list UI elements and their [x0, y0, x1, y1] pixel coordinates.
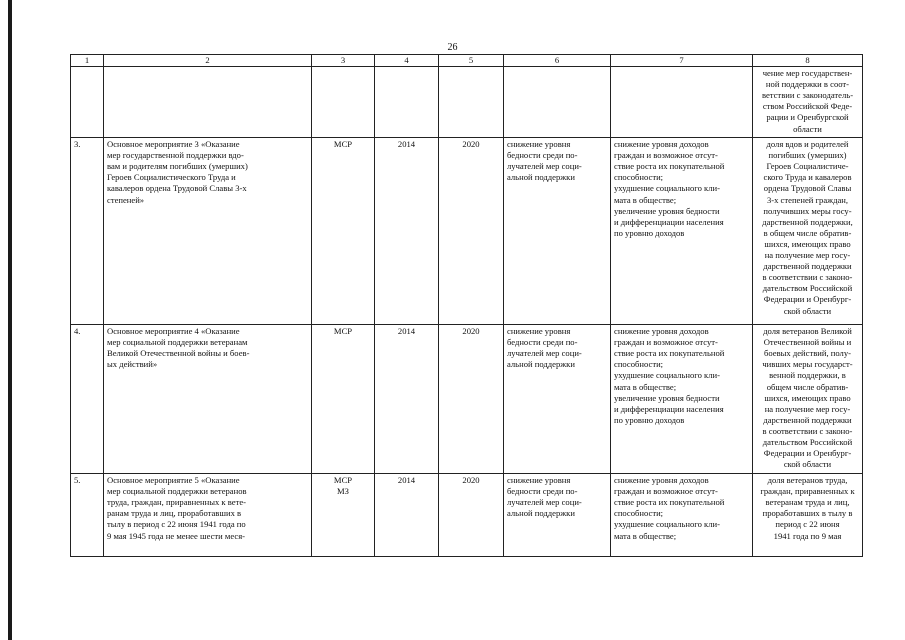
end-year-cell: 2020: [439, 474, 504, 557]
cell-line: снижение уровня доходов: [614, 326, 709, 337]
cell-line: рации и Оренбургской: [766, 112, 849, 123]
end-year-cell: 2020: [439, 138, 504, 325]
cell-line: на получение мер госу-: [764, 403, 851, 414]
cell-line: ухудшение социального кли-: [614, 519, 720, 530]
cell-line: доля вдов и родителей: [766, 139, 849, 150]
cell-line: увеличение уровня бедности: [614, 205, 720, 216]
cell-line: ством Российской Феде-: [762, 101, 853, 112]
activity-cell: [104, 138, 312, 325]
cell-line: ых действий»: [107, 359, 158, 370]
start-year-cell: [375, 67, 439, 138]
cell-line: ордена Трудовой Славы: [763, 183, 852, 194]
header-col-4: 4: [375, 55, 439, 67]
cell-line: увеличение уровня бедности: [614, 392, 720, 403]
cell-line: ветеранам труда и лиц,: [765, 497, 850, 508]
table-row: [71, 474, 863, 557]
cell-line: вам и родителям погибших (умерших): [107, 161, 248, 172]
header-col-3: 3: [312, 55, 375, 67]
row-number: 3.: [71, 138, 104, 325]
start-year-cell: 2014: [375, 474, 439, 557]
consequences-cell: [611, 67, 753, 138]
header-col-1: 1: [71, 55, 104, 67]
table-body: [71, 67, 863, 557]
cell-line: в соответствии с законо-: [762, 272, 853, 283]
indicator-cell: [753, 474, 863, 557]
table-row: [71, 67, 863, 138]
consequences-cell: [611, 138, 753, 325]
cell-line: Героев Социалистического Труда и: [107, 172, 236, 183]
cell-line: бедности среди по-: [507, 486, 578, 497]
cell-line: граждан, приравненных к: [760, 486, 855, 497]
cell-line: общем числе обратив-: [766, 381, 849, 392]
cell-line: лучателей мер соци-: [507, 161, 582, 172]
cell-line: ской области: [783, 305, 832, 316]
cell-line: мер социальной поддержки ветеранам: [107, 337, 248, 348]
executor-cell: [312, 138, 375, 325]
cell-line: ствие роста их покупательной: [614, 497, 725, 508]
cell-line: способности;: [614, 359, 664, 370]
cell-line: в общем числе обратив-: [763, 227, 852, 238]
cell-line: ского Труда и кавалеров: [763, 172, 852, 183]
cell-line: способности;: [614, 172, 664, 183]
cell-line: способности;: [614, 508, 664, 519]
cell-line: области: [793, 123, 822, 134]
cell-line: проработавших в тылу в: [762, 508, 853, 519]
cell-line: ствие роста их покупательной: [614, 161, 725, 172]
cell-line: лучателей мер соци-: [507, 348, 582, 359]
cell-line: шихся, имеющих право: [764, 392, 851, 403]
cell-line: 9 мая 1945 года не менее шести меся-: [107, 530, 246, 541]
executor-cell: [312, 474, 375, 557]
cell-line: по уровню доходов: [614, 414, 685, 425]
cell-line: погибших (умерших): [768, 150, 847, 161]
cell-line: в соответствии с законо-: [762, 425, 853, 436]
cell-line: и дифференциации населения: [614, 403, 724, 414]
activity-cell: [104, 474, 312, 557]
cell-line: снижение уровня доходов: [614, 139, 709, 150]
cell-line: МСР: [333, 326, 353, 337]
table-row: [71, 325, 863, 474]
cell-line: Героев Социалистиче-: [766, 161, 849, 172]
cell-line: степеней»: [107, 194, 145, 205]
indicator-cell: [753, 138, 863, 325]
cell-line: чивших меры государст-: [762, 359, 853, 370]
cell-line: дательством Российской: [762, 283, 853, 294]
cell-line: труда, граждан, приравненных к вете-: [107, 497, 247, 508]
activity-cell: [104, 67, 312, 138]
cell-line: венной поддержки, в: [769, 370, 846, 381]
cell-line: шихся, имеющих право: [764, 238, 851, 249]
cell-line: Основное мероприятие 5 «Оказание: [107, 475, 240, 486]
header-col-2: 2: [104, 55, 312, 67]
measures-table: [70, 54, 863, 557]
cell-line: боевых действий, полу-: [763, 348, 851, 359]
cell-line: тылу в период с 22 июня 1941 года по: [107, 519, 246, 530]
result-cell: [504, 138, 611, 325]
cell-line: альной поддержки: [507, 359, 575, 370]
cell-line: ской области: [783, 459, 832, 470]
header-col-8: 8: [753, 55, 863, 67]
cell-line: получивших меры госу-: [763, 205, 852, 216]
cell-line: снижение уровня: [507, 326, 571, 337]
cell-line: мер государственной поддержки вдо-: [107, 150, 244, 161]
cell-line: мата в обществе;: [614, 194, 677, 205]
cell-line: МЗ: [337, 486, 349, 497]
cell-line: доля ветеранов труда,: [767, 475, 848, 486]
cell-line: и дифференциации населения: [614, 216, 724, 227]
start-year-cell: 2014: [375, 138, 439, 325]
cell-line: Федерации и Оренбург-: [763, 448, 852, 459]
result-cell: [504, 474, 611, 557]
cell-line: ной поддержки в соот-: [765, 79, 850, 90]
cell-line: ухудшение социального кли-: [614, 370, 720, 381]
cell-line: снижение уровня доходов: [614, 475, 709, 486]
end-year-cell: [439, 67, 504, 138]
row-number: 5.: [71, 474, 104, 557]
cell-line: дарственной поддержки,: [762, 216, 853, 227]
scan-binding-edge: [8, 0, 12, 640]
cell-line: снижение уровня: [507, 475, 571, 486]
consequences-cell: [611, 325, 753, 474]
cell-line: дарственной поддержки: [763, 414, 852, 425]
cell-line: дательством Российской: [762, 437, 853, 448]
header-col-7: 7: [611, 55, 753, 67]
activity-cell: [104, 325, 312, 474]
cell-line: на получение мер госу-: [764, 250, 851, 261]
cell-line: 1941 года по 9 мая: [773, 530, 842, 541]
cell-line: ранам труда и лиц, проработавших в: [107, 508, 242, 519]
row-number: 4.: [71, 325, 104, 474]
cell-line: Федерации и Оренбург-: [763, 294, 852, 305]
cell-line: по уровню доходов: [614, 227, 685, 238]
table-header-row: [71, 55, 863, 67]
cell-line: мата в обществе;: [614, 530, 677, 541]
table-row: [71, 138, 863, 325]
cell-line: МСР: [333, 139, 353, 150]
cell-line: бедности среди по-: [507, 337, 578, 348]
cell-line: дарственной поддержки: [763, 261, 852, 272]
cell-line: ствие роста их покупательной: [614, 348, 725, 359]
start-year-cell: 2014: [375, 325, 439, 474]
header-col-6: 6: [504, 55, 611, 67]
consequences-cell: [611, 474, 753, 557]
executor-cell: [312, 325, 375, 474]
cell-line: мата в обществе;: [614, 381, 677, 392]
cell-line: граждан и возможное отсут-: [614, 150, 718, 161]
cell-line: ухудшение социального кли-: [614, 183, 720, 194]
cell-line: Великой Отечественной войны и боев-: [107, 348, 250, 359]
cell-line: ветствии с законодатель-: [761, 90, 854, 101]
indicator-cell: [753, 67, 863, 138]
cell-line: бедности среди по-: [507, 150, 578, 161]
cell-line: граждан и возможное отсут-: [614, 486, 718, 497]
cell-line: граждан и возможное отсут-: [614, 337, 718, 348]
cell-line: доля ветеранов Великой: [763, 326, 852, 337]
cell-line: Основное мероприятие 4 «Оказание: [107, 326, 240, 337]
cell-line: альной поддержки: [507, 172, 575, 183]
cell-line: лучателей мер соци-: [507, 497, 582, 508]
result-cell: [504, 67, 611, 138]
cell-line: 3-х степеней граждан,: [766, 194, 849, 205]
header-col-5: 5: [439, 55, 504, 67]
cell-line: период с 22 июня: [775, 519, 840, 530]
page-number: 26: [447, 42, 458, 53]
cell-line: мер социальной поддержки ветеранов: [107, 486, 247, 497]
cell-line: МСР: [333, 475, 353, 486]
indicator-cell: [753, 325, 863, 474]
result-cell: [504, 325, 611, 474]
end-year-cell: 2020: [439, 325, 504, 474]
cell-line: Основное мероприятие 3 «Оказание: [107, 139, 240, 150]
cell-line: кавалеров ордена Трудовой Славы 3-х: [107, 183, 247, 194]
executor-cell: [312, 67, 375, 138]
cell-line: снижение уровня: [507, 139, 571, 150]
cell-line: Отечественной войны и: [763, 337, 852, 348]
row-number: [71, 67, 104, 138]
cell-line: чение мер государствен-: [762, 68, 853, 79]
cell-line: альной поддержки: [507, 508, 575, 519]
